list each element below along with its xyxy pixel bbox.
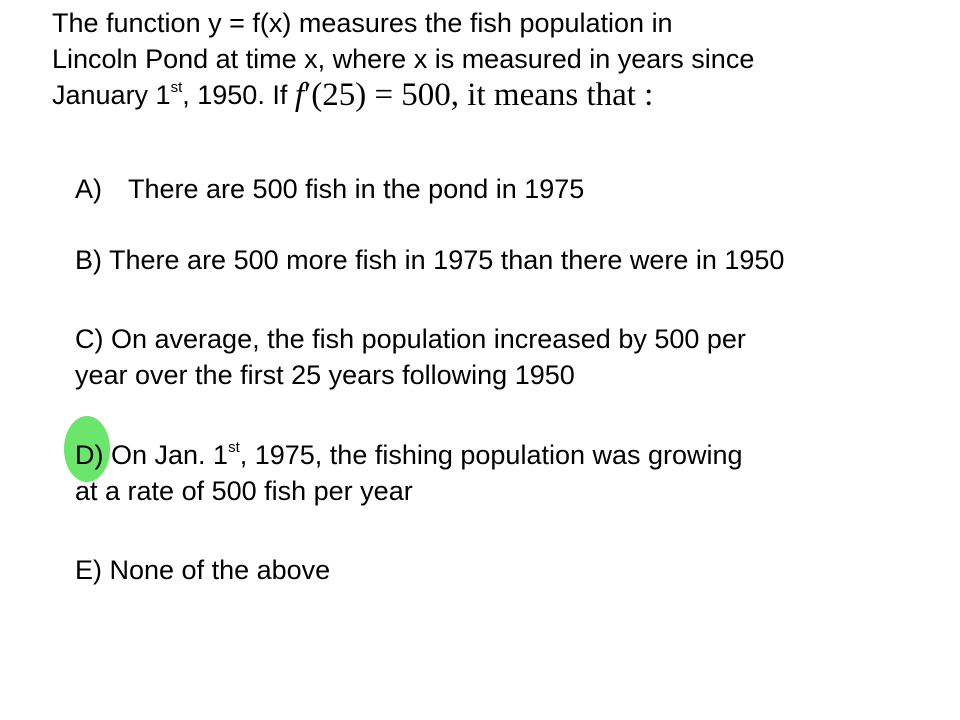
choice-b[interactable]	[75, 242, 784, 278]
choice-d-line-2: at a rate of 500 fish per year	[75, 476, 413, 506]
question-line-1: The function y = f(x) measures the fish population in	[52, 8, 673, 38]
choice-d-line-1-start: D) On Jan. 1	[75, 440, 229, 470]
formula-function-name: f	[294, 77, 304, 113]
derivative-formula	[295, 77, 654, 113]
choice-b-text: B) There are 500 more fish in 1975 than there were in 1950	[75, 245, 785, 275]
question-text	[52, 5, 932, 113]
question-line-3-mid: , 1950. If	[182, 80, 295, 110]
question-line-2: Lincoln Pond at time x, where x is measured in years since	[52, 44, 755, 74]
choice-d-line-1	[75, 437, 743, 473]
choice-d-ordinal-suffix: st	[228, 439, 240, 456]
question-line-3	[52, 77, 932, 113]
choice-d-line-1-end: , 1975, the fishing population was growing	[239, 440, 743, 470]
choice-a-text: There are 500 fish in the pond in 1975	[128, 174, 585, 204]
choice-d[interactable]	[75, 437, 743, 509]
choice-a[interactable]	[75, 171, 584, 207]
choice-c-line-2: year over the first 25 years following 1950	[75, 360, 575, 390]
question-line-3-start: January 1	[52, 80, 171, 110]
formula-rest: ′(25) = 500, it means that :	[304, 77, 654, 113]
choice-e-text: E) None of the above	[75, 555, 331, 585]
choice-e[interactable]	[75, 552, 330, 588]
question-ordinal-suffix: st	[170, 79, 183, 96]
choice-c[interactable]	[75, 321, 746, 393]
choice-a-letter: A)	[75, 174, 102, 204]
choice-c-line-1: C) On average, the fish population increased by 500 per	[75, 324, 746, 354]
